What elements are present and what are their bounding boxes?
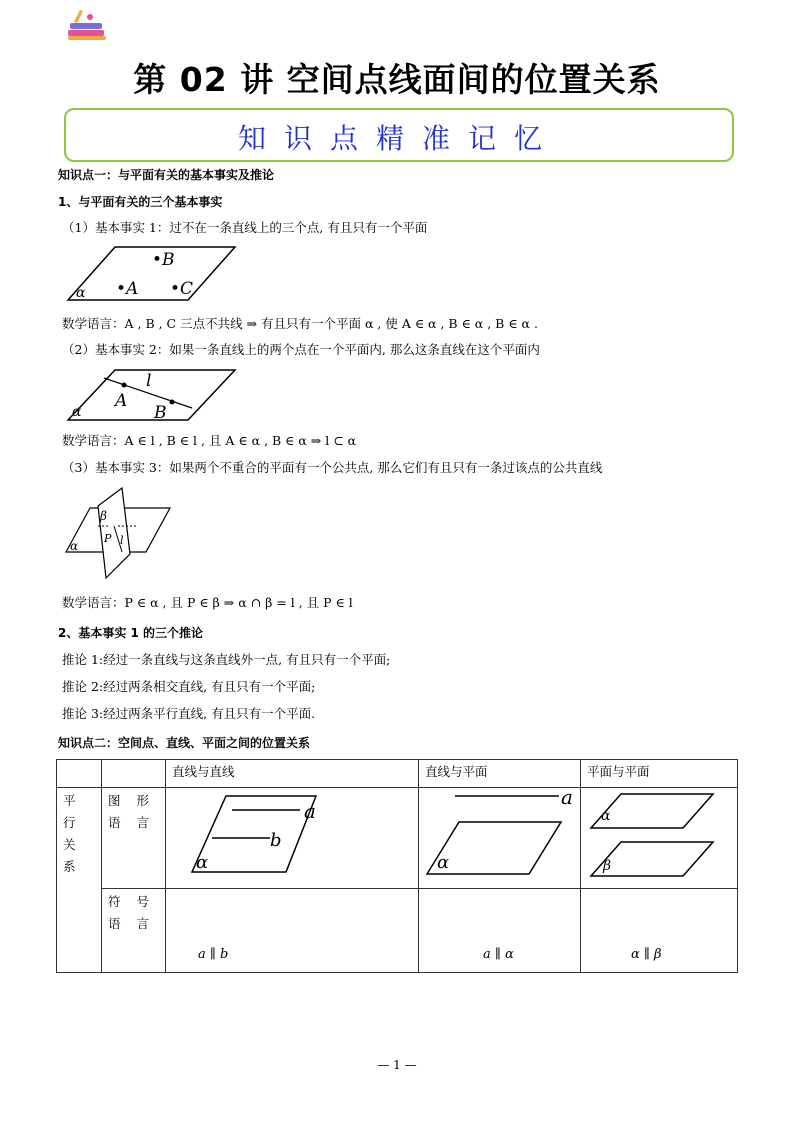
corollary-2: 推论 2:经过两条相交直线, 有且只有一个平面; bbox=[62, 679, 316, 694]
fig3-alpha: α bbox=[70, 539, 79, 553]
fig-lp-a: a bbox=[561, 788, 573, 809]
fig-parallel-lines bbox=[166, 788, 416, 884]
fig1-point-a: •A bbox=[116, 279, 139, 299]
fact2-math: 数学语言：A ∈ l , B ∈ l , 且 A ∈ α , B ∈ α ⇒ l ⊂ α bbox=[62, 433, 357, 448]
table-row bbox=[57, 889, 738, 973]
table-header-row bbox=[57, 760, 738, 788]
fig2-alpha: α bbox=[72, 404, 82, 420]
fig-pp-alpha: α bbox=[601, 808, 611, 824]
page-title: 第 02 讲 空间点线面间的位置关系 bbox=[133, 60, 661, 99]
kp1-sub2: 2、基本事实 1 的三个推论 bbox=[58, 626, 204, 640]
table-row bbox=[57, 788, 738, 889]
fig1-alpha: α bbox=[76, 285, 86, 301]
symbol-plane-plane: α ∥ β bbox=[581, 889, 738, 973]
symbol-line-plane: a ∥ α bbox=[419, 889, 581, 973]
fact1-text: （1）基本事实 1：过不在一条直线上的三个点, 有且只有一个平面 bbox=[62, 220, 428, 235]
section-banner bbox=[64, 108, 734, 162]
fact3-math: 数学语言：P ∈ α , 且 P ∈ β ⇒ α ∩ β = l , 且 P ∈ l bbox=[62, 595, 353, 610]
kp1-sub1: 1、与平面有关的三个基本事实 bbox=[58, 195, 223, 209]
fig-ll-a: a bbox=[304, 799, 316, 823]
header-empty-cell-2 bbox=[102, 760, 166, 788]
fact1-math: 数学语言：A , B , C 三点不共线 ⇒ 有且只有一个平面 α , 使 A ∈ α , B ∈ α , B ∈ α . bbox=[62, 316, 538, 331]
fig2-line-l: l bbox=[146, 371, 152, 391]
relation-table bbox=[56, 759, 738, 973]
fig-parallel-planes bbox=[581, 788, 736, 884]
corollary-1: 推论 1:经过一条直线与这条直线外一点, 有且只有一个平面; bbox=[62, 652, 391, 667]
fact2-figure bbox=[60, 366, 240, 424]
fig-lp-alpha: α bbox=[437, 852, 450, 873]
fig-pp-beta: β bbox=[603, 858, 612, 874]
fact3-text: （3）基本事实 3：如果两个不重合的平面有一个公共点, 那么它们有且只有一条过该点的公共直线 bbox=[62, 460, 603, 475]
fig2-point-b: B bbox=[154, 403, 167, 423]
header-line-plane: 直线与平面 bbox=[419, 760, 581, 788]
row-label-parallel: 平 行 关系 bbox=[57, 788, 102, 973]
kp2-heading: 知识点二：空间点、直线、平面之间的位置关系 bbox=[58, 736, 311, 750]
figure-line-line bbox=[166, 788, 419, 889]
fig3-beta: β bbox=[100, 509, 107, 523]
fig2-point-a: A bbox=[115, 391, 128, 411]
fig3-line-l: l bbox=[120, 534, 124, 547]
header-plane-plane: 平面与平面 bbox=[581, 760, 738, 788]
corollary-3: 推论 3:经过两条平行直线, 有且只有一个平面. bbox=[62, 706, 316, 721]
fig1-point-b: •B bbox=[152, 250, 175, 270]
kp1-heading: 知识点一：与平面有关的基本事实及推论 bbox=[58, 168, 275, 182]
fig3-point-p: P bbox=[104, 532, 112, 545]
banner-text: 知识点精准记忆 bbox=[237, 122, 560, 155]
books-logo-icon bbox=[66, 8, 108, 42]
figure-plane-plane bbox=[581, 788, 738, 889]
fig1-point-c: •C bbox=[170, 279, 194, 299]
fact2-text: （2）基本事实 2：如果一条直线上的两个点在一个平面内, 那么这条直线在这个平面内 bbox=[62, 342, 540, 357]
fact3-figure bbox=[62, 486, 174, 582]
figure-line-plane bbox=[419, 788, 581, 889]
fig-ll-b: b bbox=[270, 830, 282, 851]
header-line-line: 直线与直线 bbox=[166, 760, 419, 788]
fig-line-parallel-plane bbox=[419, 788, 579, 884]
page-number: — 1 — bbox=[377, 1058, 417, 1072]
fig-ll-alpha: α bbox=[196, 852, 209, 873]
figure-language-label: 图 形 语 言 bbox=[102, 788, 166, 889]
header-empty-cell bbox=[57, 760, 102, 788]
symbol-line-line: a ∥ b bbox=[166, 889, 419, 973]
fact1-figure bbox=[60, 242, 240, 304]
symbol-language-label: 符 号 语 言 bbox=[102, 889, 166, 973]
